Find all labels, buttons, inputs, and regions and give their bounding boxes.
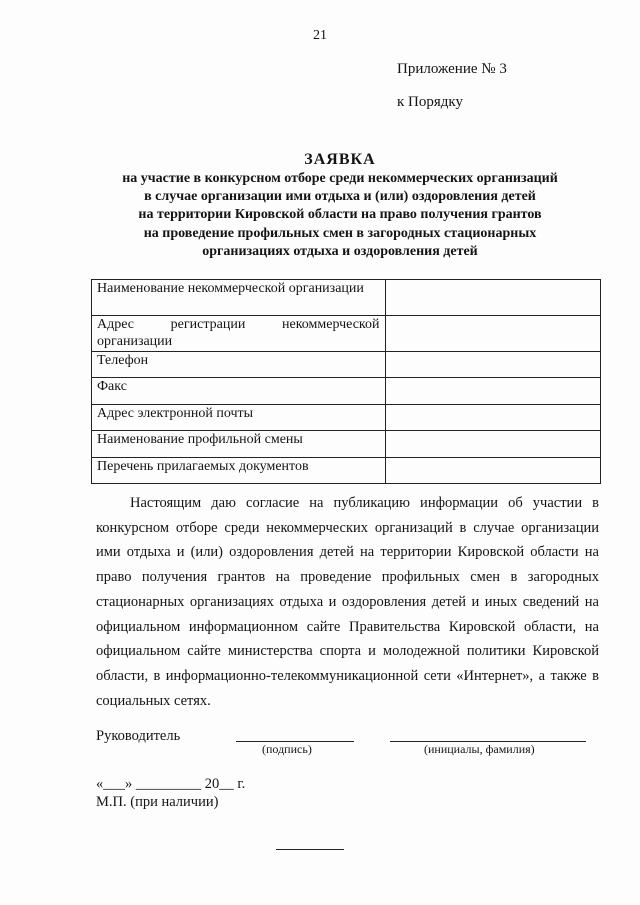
form-row-email [92,405,601,431]
form-value-field[interactable] [385,280,600,316]
form-label: Наименование профильной смены [92,431,386,458]
subtitle-line: на территории Кировской области на право получения грантов [138,207,542,223]
signature-caption: (подпись) [262,742,312,756]
document-title: ЗАЯВКА [304,151,376,168]
appendix-label: Приложение № 3 [397,61,507,77]
form-label: Перечень прилагаемых документов [92,458,386,484]
signatory-role: Руководитель [96,728,181,744]
form-row-phone [92,352,601,378]
form-value-field[interactable] [385,458,600,484]
form-label: Адрес регистрации некоммерческой организации [92,316,386,352]
form-row-registration-address [92,316,601,352]
form-value-field[interactable] [385,405,600,431]
application-form-table [91,279,601,484]
page-number: 21 [313,28,327,43]
appendix-reference: к Порядку [397,94,463,110]
date-line: «___» _________ 20__ г. [96,776,246,792]
form-label: Телефон [92,352,386,378]
form-row-organization-name [92,280,601,316]
subtitle-line: на проведение профильных смен в загородных стационарных [143,225,537,241]
form-label: Факс [92,378,386,405]
closing-rule [276,849,344,850]
subtitle-line: организациях отдыха и оздоровления детей [202,243,478,259]
form-label: Наименование некоммерческой организации [92,280,386,316]
form-row-program-name [92,431,601,458]
form-value-field[interactable] [385,316,600,352]
form-label: Адрес электронной почты [92,405,386,431]
subtitle-line: в случае организации ими отдыха и (или) оздоровления детей [144,189,536,205]
seal-note: М.П. (при наличии) [96,794,219,810]
form-value-field[interactable] [385,352,600,378]
form-value-field[interactable] [385,378,600,405]
consent-paragraph: Настоящим даю согласие на публикацию информации об участии в конкурсном отборе среди некоммерческих организаций в случае организации ими отдыха и (или) оздоровления детей на территории Кировской области на право получения грантов на проведение профильных смен в загородных стационарных организациях отдыха и оздоровления детей и иных сведений на официальном информационном сайте Правительства Кировской области, на официальном сайте министерства спорта и молодежной политики Кировской области, в информационно-телекоммуникационной сети «Интернет», а также в социальных сетях. [96,495,599,709]
form-row-fax [92,378,601,405]
form-value-field[interactable] [385,431,600,458]
form-row-documents-list [92,458,601,484]
name-caption: (инициалы, фамилия) [424,742,535,756]
title-block [70,150,610,261]
subtitle-line: на участие в конкурсном отборе среди некоммерческих организаций [122,171,558,186]
